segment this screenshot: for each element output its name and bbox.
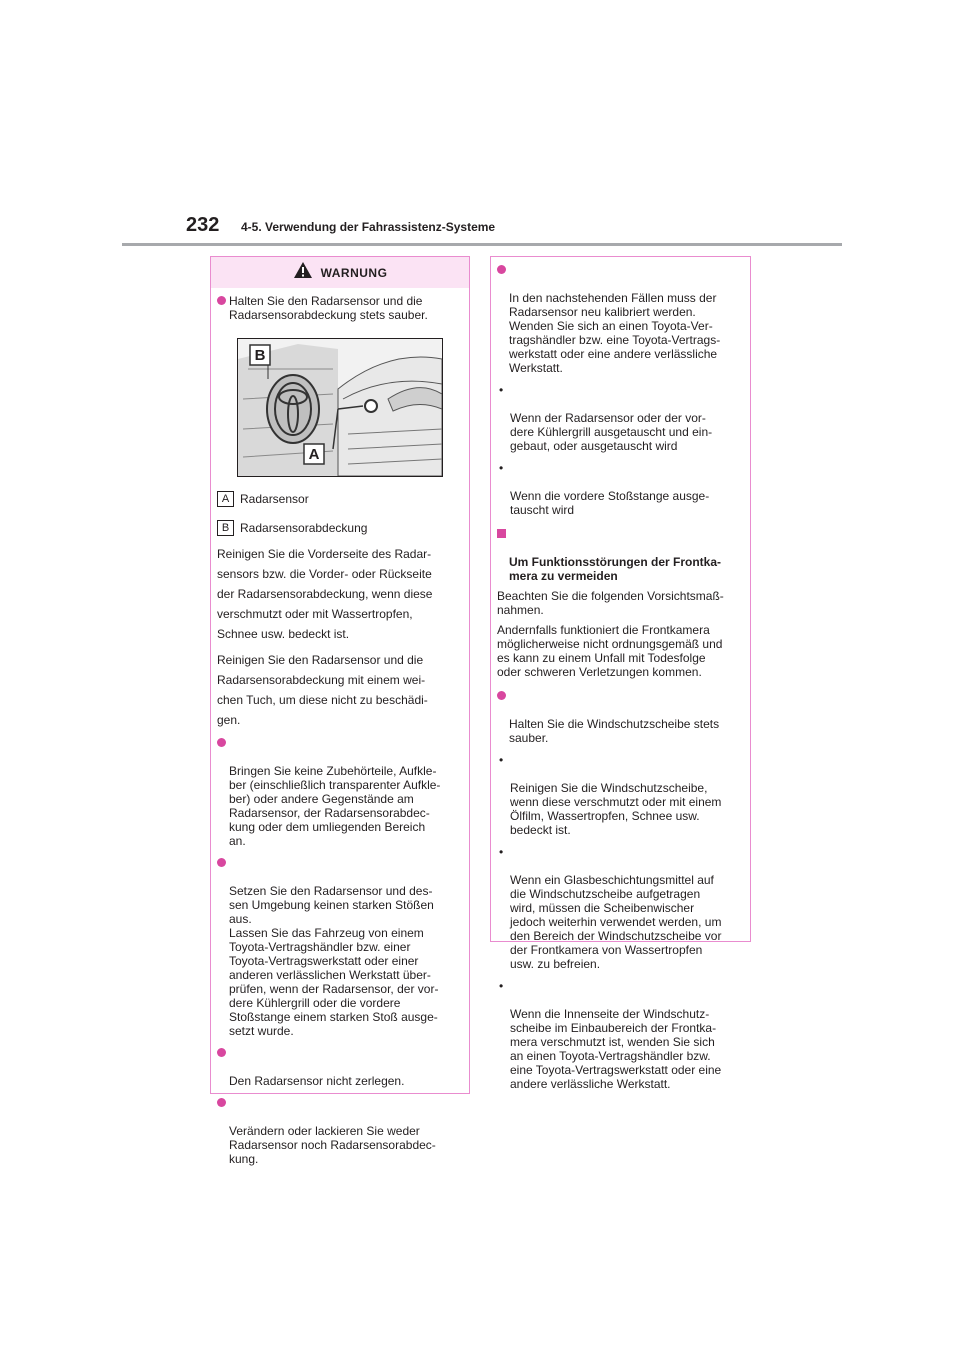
bullet-text: In den nachstehenden Fällen muss der Radarsensor neu kalibriert werden. Wenden Sie sich an einen Toyota-Ver- tragshändler bzw. eine Toyota-Vertrags- werkstatt oder eine andere verlässliche Werkstatt.: [509, 291, 721, 375]
bullet-dot-icon: [497, 691, 506, 700]
right-bullet-recalibration: [497, 263, 742, 375]
section-title: 4-5. Verwendung der Fahrassistenz-Systeme: [241, 220, 496, 234]
figure-label-b: B: [254, 347, 266, 364]
sub-text: Reinigen Sie die Windschutzscheibe, wenn diese verschmutzt oder mit einem Ölfilm, Wassertropfen, Schnee usw. bedeckt ist.: [510, 781, 722, 837]
sub-bullet-mark: •: [499, 383, 504, 397]
warning-title: WARNUNG: [320, 265, 388, 280]
warning-triangle-icon: [293, 261, 313, 284]
bullet-dot-icon: [217, 738, 226, 747]
bullet-dot-icon: [497, 265, 506, 274]
heading-text: Um Funktionsstörungen der Frontka- mera zu vermeiden: [509, 555, 722, 583]
bullet-dot-icon: [217, 858, 226, 867]
sub-bullet-mark: •: [499, 979, 504, 993]
bullet-text: Halten Sie die Windschutzscheibe stets sauber.: [509, 717, 720, 745]
precautions-consequences: Andernfalls funktioniert die Frontkamera möglicherweise nicht ordnungsgemäß und es kann zu einem Unfall mit Todesfolge oder schweren Verletzungen kommen.: [497, 623, 723, 679]
legend-key-a: A: [217, 491, 234, 507]
sub-bullet-mark: •: [499, 461, 504, 475]
warning-bullet-no-paint: [217, 1096, 461, 1166]
header-rule: [122, 243, 842, 246]
bullet-text: Verändern oder lackieren Sie weder Radarsensor noch Radarsensorabdec- kung.: [229, 1124, 436, 1166]
page-number: 232: [186, 214, 220, 236]
warning-bullet-no-disassembly: [217, 1046, 461, 1088]
bullet-dot-icon: [217, 296, 226, 305]
sub-text: Wenn die vordere Stoßstange ausge- tauscht wird: [510, 489, 710, 517]
warning-box: [210, 256, 470, 1166]
bullet-text: Halten Sie den Radarsensor und die Radarsensorabdeckung stets sauber.: [229, 294, 428, 322]
legend-text-a: Radarsensor: [240, 492, 309, 506]
bullet-dot-icon: [217, 1048, 226, 1057]
legend-key-b: B: [217, 520, 234, 536]
sub-text: Wenn ein Glasbeschichtungsmittel auf die Windschutzscheibe aufgetragen wird, müssen die Scheibenwischer jedoch weiterhin verwendet werden, um den Bereich der Windschutzscheibe vor der Frontkamera von Wassertropfen usw. zu befreien.: [510, 873, 722, 971]
bullet-dot-icon: [217, 1098, 226, 1107]
right-bullet-clean-windshield: [497, 689, 742, 745]
bullet-text: Bringen Sie keine Zubehörteile, Aufkle- ber (einschließlich transparenter Aufkle- ber) oder andere Gegenstände am Radarsensor, der Radarsensorabdec- kung oder dem umliegenden Bereich an.: [229, 764, 441, 848]
sub-item-grill-replaced: [497, 383, 742, 453]
front-camera-heading: [497, 527, 742, 583]
legend-text-b: Radarsensorabdeckung: [240, 521, 368, 535]
figure-label-a: A: [308, 446, 320, 463]
sub-item-clean-windshield: [497, 753, 742, 837]
bullet-text: Setzen Sie den Radarsensor und des- sen Umgebung keinen starken Stößen aus. Lassen Sie das Fahrzeug von einem Toyota-Vertragshändler bzw. einer Toyota-Vertragswerkstatt oder einer anderen verlässlichen Werkstatt über- prüfen, wenn der Radarsensor, der vor- dere Kühlergrill oder die vordere Stoßstange einem starken Stoß ausge- setzt wurde.: [229, 884, 439, 1038]
sub-item-glass-coating: [497, 845, 742, 971]
sub-text: Wenn die Innenseite der Windschutz- scheibe im Einbaubereich der Frontka- mera verschmutzt ist, wenden Sie sich an einen Toyota-Vertragshändler bzw. eine Toyota-Vertragswerkstatt oder eine andere verlässliche Werkstatt.: [510, 1007, 722, 1091]
sub-bullet-mark: •: [499, 753, 504, 767]
warning-box-continued: [490, 256, 751, 1091]
cloth-paragraph: Reinigen Sie den Radarsensor und die Radarsensorabdeckung mit einem wei- chen Tuch, um diese nicht zu beschädi- gen.: [217, 653, 428, 727]
warning-header: [211, 257, 469, 288]
car-front-illustration: [238, 339, 442, 476]
bullet-text: Den Radarsensor nicht zerlegen.: [229, 1074, 405, 1088]
cleaning-paragraph: Reinigen Sie die Vorderseite des Radar- sensors bzw. die Vorder- oder Rückseite der Radarsensorabdeckung, wenn diese verschmutzt oder mit Wassertropfen, Schnee usw. bedeckt ist.: [217, 547, 433, 641]
sub-item-bumper-replaced: [497, 461, 742, 517]
sub-bullet-mark: •: [499, 845, 504, 859]
square-bullet-icon: [497, 529, 506, 538]
precautions-intro: Beachten Sie die folgenden Vorsichtsmaß- nahmen.: [497, 589, 724, 617]
sub-text: Wenn der Radarsensor oder der vor- dere Kühlergrill ausgetauscht und ein- gebaut, oder ausgetauscht wird: [510, 411, 713, 453]
legend-item-radar-cover: [217, 520, 461, 536]
legend-item-radar-sensor: [217, 491, 461, 507]
radar-sensor-figure: [237, 338, 443, 477]
warning-bullet-no-impacts: [217, 856, 461, 1038]
warning-bullet-no-accessories: [217, 736, 461, 848]
sub-item-inside-dirty: [497, 979, 742, 1091]
warning-bullet-clean-sensor: [217, 294, 461, 322]
